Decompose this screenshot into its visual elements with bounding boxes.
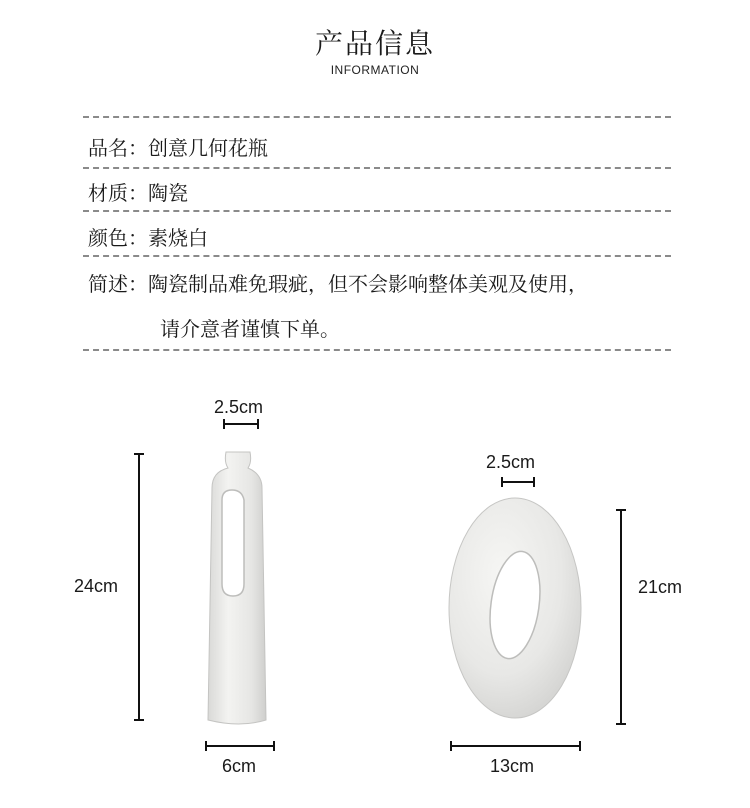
tall-width-label: 6cm xyxy=(222,756,257,776)
section-title: 产品信息 xyxy=(314,27,435,60)
oval-mouth-label: 2.5cm xyxy=(486,452,536,472)
oval-vase xyxy=(449,498,581,718)
desc-label: 简述： xyxy=(88,272,148,296)
name-value: 创意几何花瓶 xyxy=(148,136,268,160)
tall-height-label: 24cm xyxy=(74,576,119,596)
section-subtitle: INFORMATION xyxy=(330,63,420,77)
material-value: 陶瓷 xyxy=(148,181,188,205)
oval-width-label: 13cm xyxy=(490,756,535,776)
desc-line-1: 陶瓷制品难免瑕疵，但不会影响整体美观及使用， xyxy=(148,272,588,296)
tall-mouth-label: 2.5cm xyxy=(214,397,264,417)
color-label: 颜色： xyxy=(88,226,148,250)
color-value: 素烧白 xyxy=(148,226,208,250)
material-label: 材质： xyxy=(88,181,148,205)
oval-height-label: 21cm xyxy=(638,577,683,597)
name-label: 品名： xyxy=(88,136,148,160)
desc-line-2: 请介意者谨慎下单。 xyxy=(160,317,340,341)
tall-vase xyxy=(208,452,266,724)
